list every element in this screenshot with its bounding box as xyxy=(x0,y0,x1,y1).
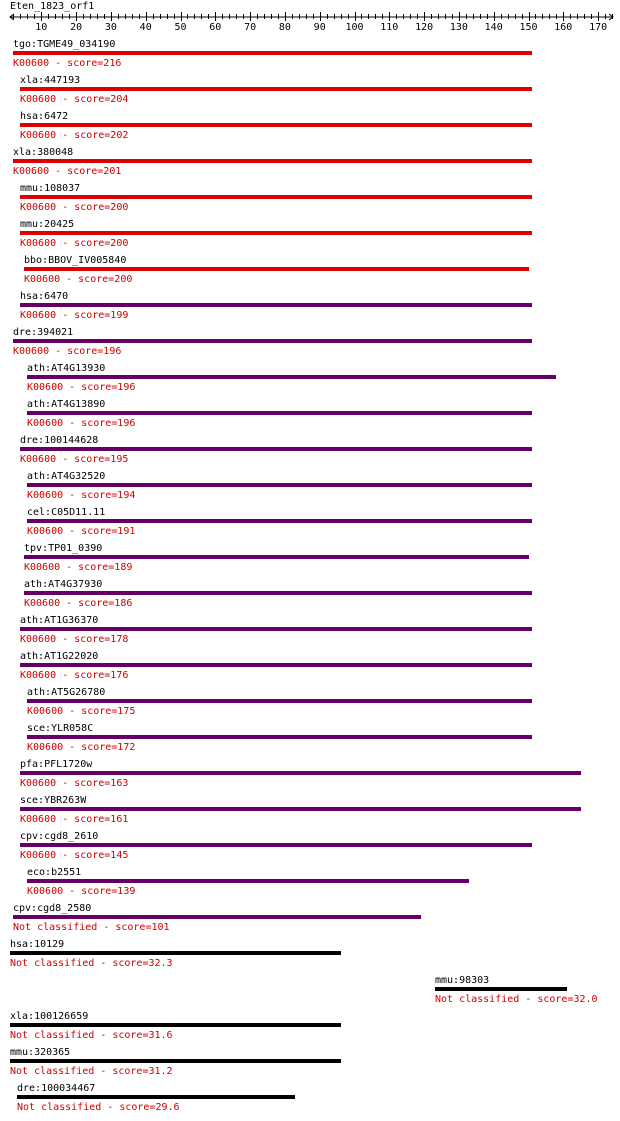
hit-score-label: K00600 - score=202 xyxy=(20,130,129,141)
hit-name[interactable]: ath:AT4G13930 xyxy=(27,363,106,374)
hit-name[interactable]: xla:380048 xyxy=(13,147,74,158)
hit-score-label: K00600 - score=200 xyxy=(20,238,129,249)
hit-alignment-bar[interactable] xyxy=(10,1059,341,1063)
hit-score-label: Not classified - score=31.6 xyxy=(10,1030,173,1041)
hit-score-label: K00600 - score=195 xyxy=(20,454,129,465)
hit-alignment-bar[interactable] xyxy=(20,447,532,451)
hit-row[interactable] xyxy=(20,219,532,249)
hit-alignment-bar[interactable] xyxy=(10,1023,341,1027)
ruler-tick-label: 60 xyxy=(209,22,222,33)
hit-score-label: K00600 - score=200 xyxy=(20,202,129,213)
hit-row[interactable] xyxy=(20,291,532,321)
ruler-tick-label: 110 xyxy=(380,22,399,33)
hit-alignment-bar[interactable] xyxy=(20,843,532,847)
hit-row[interactable] xyxy=(20,651,532,681)
hit-score-label: K00600 - score=186 xyxy=(24,598,133,609)
hit-alignment-bar[interactable] xyxy=(20,771,581,775)
hit-name[interactable]: bbo:BBOV_IV005840 xyxy=(24,255,127,266)
hit-name[interactable]: tgo:TGME49_034190 xyxy=(13,39,116,50)
hit-score-label: K00600 - score=161 xyxy=(20,814,129,825)
hit-score-label: K00600 - score=176 xyxy=(20,670,129,681)
hit-score-label: Not classified - score=32.3 xyxy=(10,958,173,969)
hit-name[interactable]: ath:AT1G36370 xyxy=(20,615,99,626)
hit-score-label: K00600 - score=201 xyxy=(13,166,122,177)
hit-name[interactable]: xla:447193 xyxy=(20,75,81,86)
hit-score-label: K00600 - score=191 xyxy=(27,526,136,537)
hit-row[interactable] xyxy=(10,939,341,969)
hit-score-label: K00600 - score=163 xyxy=(20,778,129,789)
hit-row[interactable] xyxy=(20,183,532,213)
hit-score-label: K00600 - score=196 xyxy=(27,418,136,429)
hit-name[interactable]: mmu:320365 xyxy=(10,1047,71,1058)
hit-score-label: K00600 - score=204 xyxy=(20,94,129,105)
hit-score-label: K00600 - score=196 xyxy=(27,382,136,393)
ruler-tick-label: 90 xyxy=(313,22,326,33)
hit-name[interactable]: dre:100034467 xyxy=(17,1083,96,1094)
hit-alignment-bar[interactable] xyxy=(24,267,529,271)
hit-name[interactable]: mmu:20425 xyxy=(20,219,75,230)
hit-alignment-bar[interactable] xyxy=(20,807,581,811)
hit-score-label: K00600 - score=189 xyxy=(24,562,133,573)
hit-row[interactable] xyxy=(13,327,532,357)
hit-score-label: K00600 - score=194 xyxy=(27,490,136,501)
hit-row[interactable] xyxy=(24,255,529,285)
ruler-tick-label: 150 xyxy=(519,22,538,33)
ruler-tick-label: 170 xyxy=(589,22,608,33)
hit-name[interactable]: sce:YBR263W xyxy=(20,795,87,806)
hit-name[interactable]: hsa:6472 xyxy=(20,111,69,122)
hit-row[interactable] xyxy=(27,399,532,429)
hit-row[interactable] xyxy=(27,867,469,897)
hit-score-label: Not classified - score=101 xyxy=(13,922,170,933)
hit-alignment-bar[interactable] xyxy=(27,411,532,415)
hit-score-label: Not classified - score=29.6 xyxy=(17,1102,180,1113)
hit-alignment-bar[interactable] xyxy=(27,375,556,379)
hit-row[interactable] xyxy=(27,363,556,393)
hit-name[interactable]: dre:100144628 xyxy=(20,435,99,446)
hit-name[interactable]: cpv:cgd8_2580 xyxy=(13,903,92,914)
hit-name[interactable]: sce:YLR058C xyxy=(27,723,94,734)
hit-alignment-bar[interactable] xyxy=(13,51,532,55)
ruler-tick-label: 40 xyxy=(139,22,152,33)
hit-name[interactable]: tpv:TP01_0390 xyxy=(24,543,103,554)
ruler-tick-label: 70 xyxy=(244,22,257,33)
hit-row[interactable] xyxy=(20,111,532,141)
ruler-tick-label: 50 xyxy=(174,22,187,33)
ruler-tick-label: 160 xyxy=(554,22,573,33)
hit-name[interactable]: cel:C05D11.11 xyxy=(27,507,106,518)
hit-alignment-bar[interactable] xyxy=(24,591,532,595)
hit-alignment-bar[interactable] xyxy=(27,483,532,487)
hit-score-label: K00600 - score=175 xyxy=(27,706,136,717)
hit-score-label: K00600 - score=139 xyxy=(27,886,136,897)
hit-name[interactable]: mmu:98303 xyxy=(435,975,490,986)
hit-alignment-bar[interactable] xyxy=(27,699,532,703)
query-title: Eten_1823_orf1 xyxy=(10,1,95,12)
hit-name[interactable]: ath:AT4G13890 xyxy=(27,399,106,410)
hit-row[interactable] xyxy=(13,903,421,933)
hit-alignment-bar[interactable] xyxy=(10,951,341,955)
hit-alignment-bar[interactable] xyxy=(20,195,532,199)
hit-name[interactable]: ath:AT1G22020 xyxy=(20,651,99,662)
hit-name[interactable]: hsa:10129 xyxy=(10,939,65,950)
hit-alignment-bar[interactable] xyxy=(20,627,532,631)
hit-row[interactable] xyxy=(13,39,532,69)
ruler-tick-label: 140 xyxy=(484,22,503,33)
hit-row[interactable] xyxy=(24,579,532,609)
hit-row[interactable] xyxy=(20,759,581,789)
hit-score-label: Not classified - score=31.2 xyxy=(10,1066,173,1077)
hit-row[interactable] xyxy=(10,1047,341,1077)
hit-row[interactable] xyxy=(24,543,529,573)
hit-alignment-bar[interactable] xyxy=(27,735,532,739)
hit-row[interactable] xyxy=(20,795,581,825)
hit-alignment-bar[interactable] xyxy=(20,231,532,235)
hit-alignment-bar[interactable] xyxy=(13,915,421,919)
hit-alignment-bar[interactable] xyxy=(20,303,532,307)
hit-name[interactable]: dre:394021 xyxy=(13,327,74,338)
hit-name[interactable]: mmu:108037 xyxy=(20,183,81,194)
hit-row[interactable] xyxy=(27,687,532,717)
ruler-tick-label: 30 xyxy=(104,22,117,33)
ruler-tick-label: 120 xyxy=(415,22,434,33)
hit-alignment-bar[interactable] xyxy=(20,123,532,127)
hit-score-label: K00600 - score=145 xyxy=(20,850,129,861)
hit-alignment-bar[interactable] xyxy=(435,987,567,991)
hit-name[interactable]: ath:AT4G32520 xyxy=(27,471,106,482)
hit-row[interactable] xyxy=(435,975,598,1005)
ruler-tick-label: 130 xyxy=(449,22,468,33)
hit-row[interactable] xyxy=(20,831,532,861)
hit-alignment-bar[interactable] xyxy=(24,555,529,559)
hit-alignment-bar[interactable] xyxy=(13,339,532,343)
hit-score-label: Not classified - score=32.0 xyxy=(435,994,598,1005)
hit-name[interactable]: ath:AT4G37930 xyxy=(24,579,103,590)
hit-row[interactable] xyxy=(20,75,532,105)
hit-name[interactable]: eco:b2551 xyxy=(27,867,82,878)
hit-row[interactable] xyxy=(13,147,532,177)
hit-score-label: K00600 - score=216 xyxy=(13,58,122,69)
hit-name[interactable]: hsa:6470 xyxy=(20,291,69,302)
ruler-tick-label: 100 xyxy=(345,22,364,33)
ruler-tick-label: 10 xyxy=(35,22,48,33)
hit-name[interactable]: pfa:PFL1720w xyxy=(20,759,93,770)
hit-alignment-bar[interactable] xyxy=(17,1095,295,1099)
hit-alignment-bar[interactable] xyxy=(20,87,532,91)
hit-row[interactable] xyxy=(17,1083,295,1113)
hit-score-label: K00600 - score=172 xyxy=(27,742,136,753)
ruler-tick-label: 20 xyxy=(70,22,83,33)
hit-row[interactable] xyxy=(20,615,532,645)
hit-score-label: K00600 - score=196 xyxy=(13,346,122,357)
hit-list xyxy=(10,39,598,1113)
hit-score-label: K00600 - score=200 xyxy=(24,274,133,285)
hit-row[interactable] xyxy=(27,507,532,537)
hit-row[interactable] xyxy=(20,435,532,465)
hit-name[interactable]: xla:100126659 xyxy=(10,1011,89,1022)
hit-row[interactable] xyxy=(27,471,532,501)
hit-name[interactable]: ath:AT5G26780 xyxy=(27,687,106,698)
position-ruler xyxy=(10,12,613,33)
ruler-tick-label: 80 xyxy=(278,22,291,33)
hit-alignment-bar[interactable] xyxy=(13,159,532,163)
hit-alignment-bar[interactable] xyxy=(20,663,532,667)
hit-row[interactable] xyxy=(27,723,532,753)
hit-score-label: K00600 - score=178 xyxy=(20,634,129,645)
hit-row[interactable] xyxy=(10,1011,341,1041)
hit-alignment-bar[interactable] xyxy=(27,879,469,883)
hit-name[interactable]: cpv:cgd8_2610 xyxy=(20,831,99,842)
hit-alignment-bar[interactable] xyxy=(27,519,532,523)
hit-score-label: K00600 - score=199 xyxy=(20,310,129,321)
